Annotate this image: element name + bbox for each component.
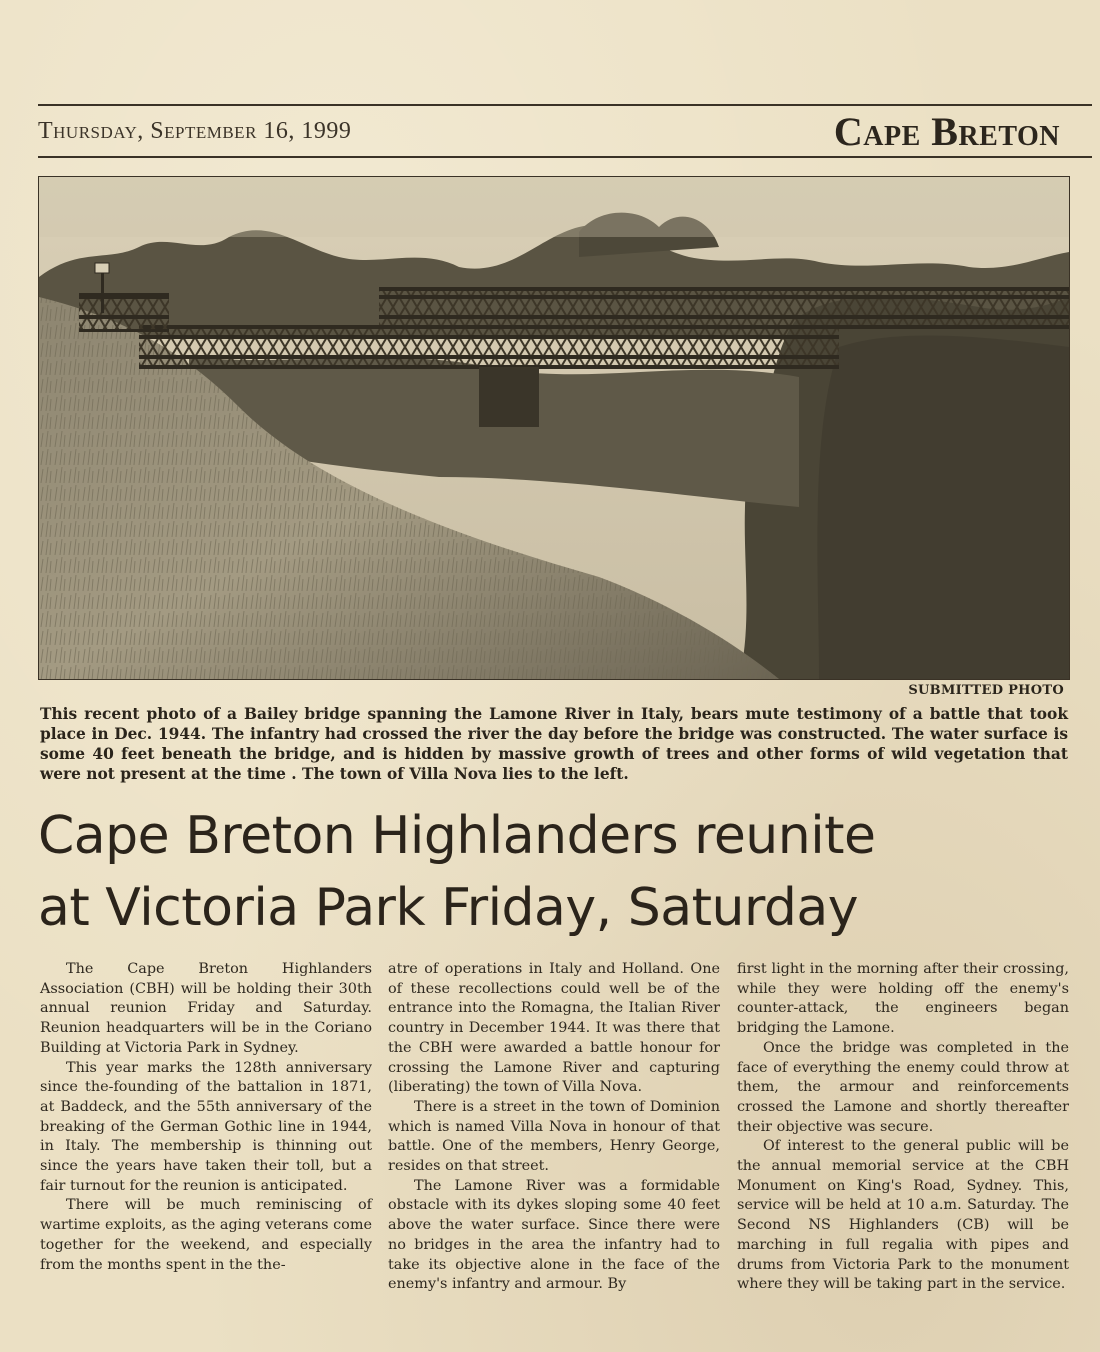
headline-line-1: Cape Breton Highlanders reunite <box>38 806 876 866</box>
paragraph: Of interest to the general public will be the annual memorial service at the CBH Monument on King's Road, Sydney. This, service will be held at 10 a.m. Saturday. The Second NS Highlanders (CB) will be marching in full regalia with pipes and drums from Victoria Park to the monument where they will be taking part in the service. <box>737 1138 1069 1293</box>
masthead-bottom-rule <box>38 156 1092 158</box>
paragraph: Once the bridge was completed in the face of everything the enemy could throw at them, the armour and reinforcements crossed the Lamone and shortly thereafter their objective was secure. <box>737 1039 1069 1135</box>
photo-caption: This recent photo of a Bailey bridge spanning the Lamone River in Italy, bears mute testimony of a battle that took place in Dec. 1944. The infantry had crossed the river the day before the bridge was constructed. The water surface is some 40 feet beneath the bridge, and is hidden by massive growth of trees and other forms of wild vegetation that were not present at the time . The town of Villa Nova lies to the left. <box>40 705 1068 783</box>
paragraph: This year marks the 128th anniversary since the-founding of the battalion in 1871, at Baddeck, and the 55th anniversary of the breaking of the German Gothic line in 1944, in Italy. The membership is thinning out since the years have taken their toll, but a fair turnout for the reunion is anticipated. <box>40 1059 372 1194</box>
bailey-bridge-photo <box>38 176 1070 680</box>
paragraph: first light in the morning after their crossing, while they were holding off the enemy's counter-attack, the engineers began bridging the Lamone. <box>737 961 1069 1037</box>
issue-date: Thursday, September 16, 1999 <box>38 118 352 144</box>
paragraph: The Lamone River was a formidable obstacle with its dykes sloping some 40 feet above the water surface. Since there were no bridges in the area the infantry had to take its objective alone in the face of the enemy's infantry and armour. By <box>388 1177 720 1293</box>
paragraph: There is a street in the town of Dominion which is named Villa Nova in honour of that battle. One of the members, Henry George, resides on that street. <box>388 1098 720 1175</box>
section-title: Cape Breton <box>833 109 1060 154</box>
headline-line-2: at Victoria Park Friday, Saturday <box>38 878 859 938</box>
paragraph: The Cape Breton Highlanders Association (CBH) will be holding their 30th annual reunion Friday and Saturday. Reunion headquarters will be in the Coriano Building at Victoria Park in Sydney. <box>40 961 372 1056</box>
article-headline <box>38 800 1078 944</box>
masthead-top-rule <box>38 104 1092 106</box>
article-column-2 <box>388 960 720 1295</box>
article-column-1 <box>40 960 372 1275</box>
photo-credit: SUBMITTED PHOTO <box>908 683 1064 698</box>
article-column-3 <box>737 960 1069 1295</box>
paragraph: atre of operations in Italy and Holland. One of these recollections could well be of the entrance into the Romagna, the Italian River country in December 1944. It was there that the CBH were awarded a battle honour for crossing the Lamone River and capturing (liberating) the town of Villa Nova. <box>388 961 720 1096</box>
paragraph: There will be much reminiscing of wartime exploits, as the aging veterans come together for the weekend, and especially from the months spent in the the- <box>40 1197 372 1273</box>
